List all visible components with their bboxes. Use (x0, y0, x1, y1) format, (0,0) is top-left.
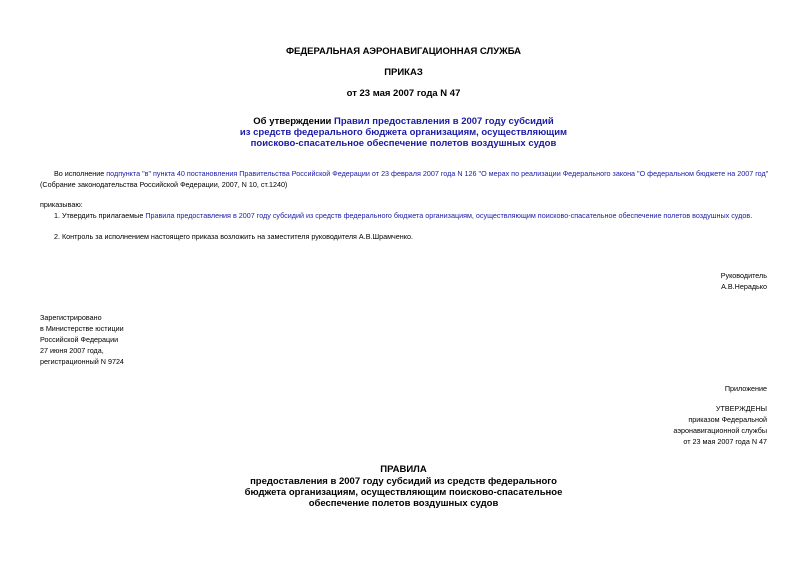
rules-subtitle-line2: бюджета организациям, осуществляющим поисково-спасательное (244, 487, 563, 498)
appendix-approved: УТВЕРЖДЕНЫ (715, 404, 767, 413)
appendix-label: Приложение (724, 384, 767, 393)
registration-line2: в Министерстве юстиции (40, 324, 124, 333)
rules-subtitle-line3: обеспечение полетов воздушных судов (308, 498, 499, 509)
preamble-decree-link[interactable]: подпункта "в" пункта 40 постановления Правительства Российской Федерации от 23 февраля 2007 года N 126 "О мерах по реализации Федерального закона "О федеральном бюджете на 2007 год" (106, 169, 769, 178)
order-word: приказываю: (40, 200, 83, 209)
registration-block (40, 312, 124, 367)
title-rules-link[interactable]: Правил предоставления в 2007 году субсидий (334, 116, 554, 127)
title-rules-link-line2[interactable]: из средств федерального бюджета организациям, осуществляющим (239, 127, 568, 138)
item1-rules-link[interactable]: Правила предоставления в 2007 году субсидий из средств федерального бюджета организациям, осуществляющим поисково-спасательное обеспечение полетов воздушных судов (145, 211, 751, 220)
appendix-date: от 23 мая 2007 года N 47 (683, 437, 767, 446)
registration-line1: Зарегистрировано (40, 313, 102, 322)
preamble-line1 (54, 168, 774, 179)
order-item-2: 2. Контроль за исполнением настоящего приказа возложить на заместителя руководителя А.В.Шрамченко. (54, 232, 413, 241)
order-date-heading: от 23 мая 2007 года N 47 (346, 88, 461, 99)
registration-line4: 27 июня 2007 года, (40, 346, 104, 355)
order-title-line1 (0, 116, 807, 127)
signature-name: А.В.Нерадько (721, 282, 767, 291)
appendix-by1: приказом Федеральной (688, 415, 767, 424)
rules-title: ПРАВИЛА (380, 464, 427, 475)
agency-heading: ФЕДЕРАЛЬНАЯ АЭРОНАВИГАЦИОННАЯ СЛУЖБА (285, 46, 522, 57)
preamble-intro: Во исполнение (54, 169, 107, 178)
order-item-1 (54, 210, 752, 221)
title-prefix: Об утверждении (253, 116, 335, 127)
item1-suffix: . (750, 211, 753, 220)
order-type-heading: ПРИКАЗ (384, 67, 423, 78)
rules-subtitle-line1: предоставления в 2007 году субсидий из средств федерального (250, 476, 557, 487)
signature-role: Руководитель (720, 271, 767, 280)
appendix-approval-block (673, 403, 767, 447)
title-rules-link-line3[interactable]: поисково-спасательное обеспечение полетов воздушных судов (250, 138, 557, 149)
signature-block (721, 270, 767, 292)
item1-prefix: 1. Утвердить прилагаемые (54, 211, 146, 220)
registration-line3: Российской Федерации (40, 335, 119, 344)
registration-line5: регистрационный N 9724 (40, 357, 124, 366)
appendix-by2: аэронавигационной службы (673, 426, 767, 435)
preamble-tail: (Собрание законодательства Российской Федерации, 2007, N 10, ст.1240) (40, 180, 288, 189)
